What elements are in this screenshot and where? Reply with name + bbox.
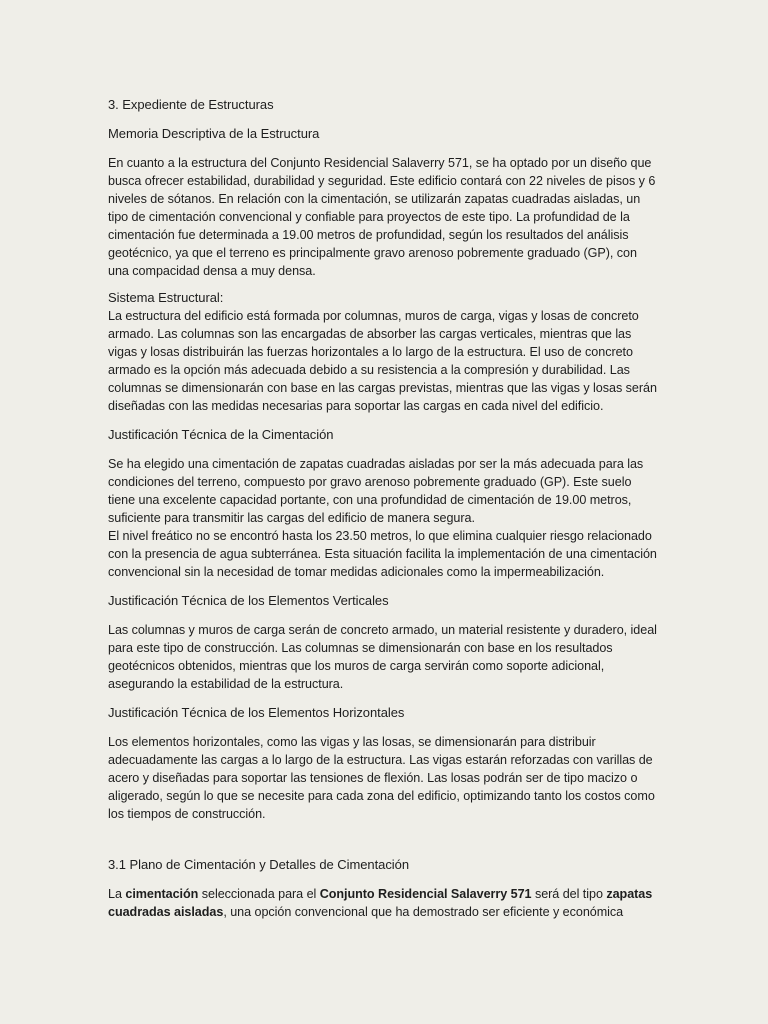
- cimentacion-paragraph-2: El nivel freático no se encontró hasta los 23.50 metros, lo que elimina cualquier riesgo relacionado con la presencia de agua subterránea. Esta situación facilita la implementación de una cimentación convencional sin la necesidad de tomar medidas adicionales como la impermeabilización.: [108, 529, 657, 579]
- section-heading: 3. Expediente de Estructuras: [108, 97, 274, 112]
- plano-segment-bold: zapatas cuadradas aisladas: [108, 887, 653, 919]
- verticales-paragraph: Las columnas y muros de carga serán de concreto armado, un material resistente y duradero, ideal para este tipo de construcción. Las columnas se dimensionarán con base en los resultados geotécnicos obtenidos, mientras que los muros de carga servirán como soporte adicional, asegurando la estabilidad de la estructura.: [108, 623, 657, 691]
- horizontales-heading: Justificación Técnica de los Elementos Horizontales: [108, 705, 405, 720]
- plano-paragraph: [108, 885, 660, 921]
- memoria-paragraph: En cuanto a la estructura del Conjunto Residencial Salaverry 571, se ha optado por un diseño que busca ofrecer estabilidad, durabilidad y seguridad. Este edificio contará con 22 niveles de pisos y 6 niveles de sótanos. En relación con la cimentación, se utilizarán zapatas cuadradas aisladas, un tipo de cimentación convencional y confiable para proyectos de este tipo. La profundidad de la cimentación fue determinada a 19.00 metros de profundidad, según los resultados del análisis geotécnico, ya que el terreno es principalmente gravo arenoso pobremente graduado (GP), con una compacidad densa a muy densa.: [108, 156, 656, 278]
- plano-segment: , una opción convencional que ha demostrado ser eficiente y económica: [223, 905, 624, 919]
- plano-segment: será del tipo: [531, 887, 607, 901]
- horizontales-paragraph: Los elementos horizontales, como las vigas y las losas, se dimensionarán para distribuir adecuadamente las cargas a lo largo de la estructura. Las vigas estarán reforzadas con varillas de acero y diseñadas para soportar las tensiones de flexión. Las losas podrán ser de tipo macizo o aligerado, según lo que se necesite para cada zona del edificio, optimizando tanto los costos como los tiempos de construcción.: [108, 735, 655, 821]
- sistema-heading: Sistema Estructural:: [108, 290, 224, 305]
- cimentacion-heading: Justificación Técnica de la Cimentación: [108, 427, 334, 442]
- plano-segment: seleccionada para el: [198, 887, 320, 901]
- cimentacion-paragraph-1: Se ha elegido una cimentación de zapatas cuadradas aisladas por ser la más adecuada para las condiciones del terreno, compuesto por gravo arenoso pobremente graduado (GP). Este suelo tiene una excelente capacidad portante, con una profundidad de cimentación de 19.00 metros, suficiente para transmitir las cargas del edificio de manera segura.: [108, 457, 644, 525]
- plano-heading: 3.1 Plano de Cimentación y Detalles de Cimentación: [108, 857, 410, 872]
- sistema-paragraph: La estructura del edificio está formada por columnas, muros de carga, vigas y losas de concreto armado. Las columnas son las encargadas de absorber las cargas verticales, mientras que las vigas y losas distribuirán las fuerzas horizontales a lo largo de la estructura. El uso de concreto armado es la opción más adecuada debido a su resistencia a la compresión y durabilidad. Las columnas se dimensionarán con base en las cargas previstas, mientras que las vigas y losas serán diseñadas con las medidas necesarias para soportar las cargas en cada nivel del edificio.: [108, 309, 657, 413]
- plano-segment-bold: cimentación: [125, 887, 199, 901]
- memoria-heading: Memoria Descriptiva de la Estructura: [108, 126, 320, 141]
- plano-segment-bold: Conjunto Residencial Salaverry 571: [319, 887, 532, 901]
- verticales-heading: Justificación Técnica de los Elementos Verticales: [108, 593, 389, 608]
- plano-segment: La: [108, 887, 126, 901]
